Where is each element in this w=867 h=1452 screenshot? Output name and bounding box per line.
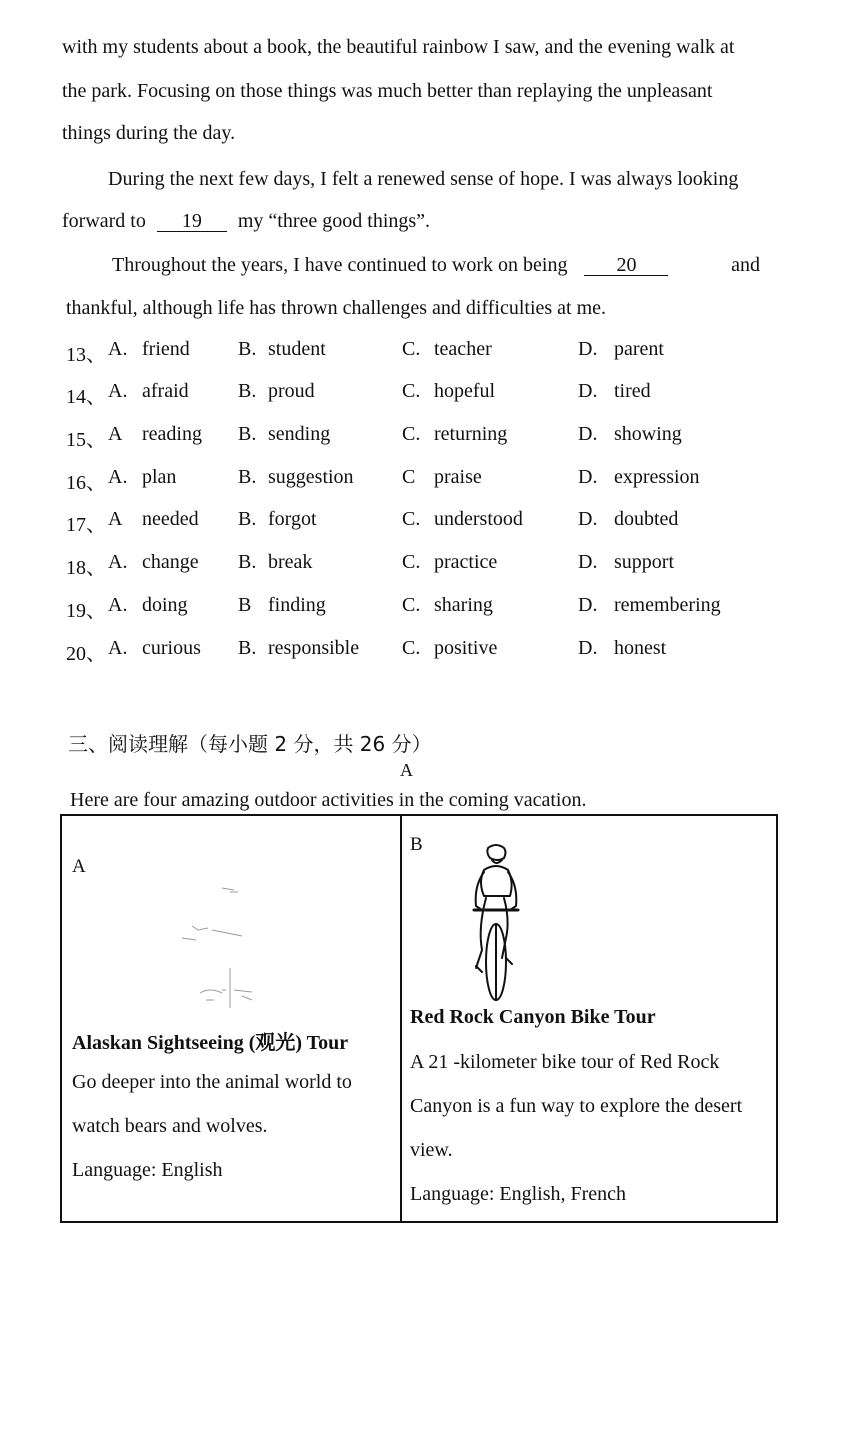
question-number: 15、 bbox=[66, 429, 106, 451]
option-letter: C. bbox=[402, 594, 421, 616]
option-letter: D. bbox=[578, 380, 598, 402]
option-letter: C. bbox=[402, 380, 421, 402]
card-a-label: A bbox=[72, 856, 86, 877]
option-text: friend bbox=[142, 338, 190, 360]
card-b-label: B bbox=[410, 834, 423, 855]
option-letter: D. bbox=[578, 423, 598, 445]
option-text: responsible bbox=[268, 637, 360, 659]
option-letter: A. bbox=[108, 466, 128, 488]
option-letter: D. bbox=[578, 338, 598, 360]
option-text: sending bbox=[268, 423, 331, 445]
option-letter: B. bbox=[238, 423, 257, 445]
option-text: honest bbox=[614, 637, 667, 659]
section-intro: Here are four amazing outdoor activities in the coming vacation. bbox=[70, 789, 587, 811]
option-text: praise bbox=[434, 466, 482, 488]
card-b-title: Red Rock Canyon Bike Tour bbox=[410, 1006, 656, 1028]
option-letter: A. bbox=[108, 338, 128, 360]
question-number: 13、 bbox=[66, 344, 106, 366]
option-letter: C. bbox=[402, 338, 421, 360]
faded-photo-image bbox=[122, 878, 272, 1008]
blank-20: 20 bbox=[584, 255, 668, 276]
option-letter: C. bbox=[402, 637, 421, 659]
option-text: plan bbox=[142, 466, 177, 488]
option-letter: B. bbox=[238, 380, 257, 402]
option-letter: A. bbox=[108, 637, 128, 659]
passage-line: thankful, although life has thrown challenges and difficulties at me. bbox=[66, 297, 607, 319]
option-letter: B bbox=[238, 594, 252, 616]
question-number: 18、 bbox=[66, 557, 106, 579]
card-a-description bbox=[72, 1060, 392, 1192]
option-text: expression bbox=[614, 466, 700, 488]
card-a-title: Alaskan Sightseeing (观光) Tour bbox=[72, 1032, 349, 1054]
option-text: showing bbox=[614, 423, 682, 445]
option-letter: A bbox=[108, 423, 123, 445]
card-a-language: Language: English bbox=[72, 1159, 223, 1181]
option-text: support bbox=[614, 551, 674, 573]
option-letter: B. bbox=[238, 466, 257, 488]
option-letter: C. bbox=[402, 508, 421, 530]
option-letter: D. bbox=[578, 637, 598, 659]
card-b-text-line: view. bbox=[410, 1139, 453, 1161]
option-letter: D. bbox=[578, 551, 598, 573]
card-a-text-line: watch bears and wolves. bbox=[72, 1115, 268, 1137]
option-letter: B. bbox=[238, 551, 257, 573]
passage-text: and bbox=[731, 254, 760, 276]
option-letter: B. bbox=[238, 637, 257, 659]
option-text: hopeful bbox=[434, 380, 496, 402]
passage-line: things during the day. bbox=[62, 122, 236, 144]
passage-line: the park. Focusing on those things was much better than replaying the unpleasant bbox=[62, 80, 713, 102]
option-text: reading bbox=[142, 423, 202, 445]
option-text: remembering bbox=[614, 594, 721, 616]
option-letter: A. bbox=[108, 594, 128, 616]
option-text: change bbox=[142, 551, 199, 573]
question-number: 20、 bbox=[66, 643, 106, 665]
option-text: student bbox=[268, 338, 326, 360]
option-letter: B. bbox=[238, 508, 257, 530]
option-text: doubted bbox=[614, 508, 679, 530]
option-text: parent bbox=[614, 338, 664, 360]
option-text: sharing bbox=[434, 594, 493, 616]
passage-line: with my students about a book, the beautiful rainbow I saw, and the evening walk at bbox=[62, 36, 735, 58]
passage-line bbox=[112, 254, 760, 277]
option-letter: B. bbox=[238, 338, 257, 360]
option-text: afraid bbox=[142, 380, 189, 402]
option-text: returning bbox=[434, 423, 508, 445]
cyclist-icon bbox=[458, 840, 528, 1005]
section-title: 三、阅读理解（每小题 2 分，共 26 分） bbox=[68, 732, 432, 756]
option-text: positive bbox=[434, 637, 498, 659]
option-text: forgot bbox=[268, 508, 317, 530]
option-letter: C. bbox=[402, 423, 421, 445]
option-text: break bbox=[268, 551, 313, 573]
option-letter: C. bbox=[402, 551, 421, 573]
option-text: tired bbox=[614, 380, 651, 402]
question-number: 16、 bbox=[66, 472, 106, 494]
option-text: understood bbox=[434, 508, 523, 530]
table-divider bbox=[400, 816, 402, 1221]
option-text: doing bbox=[142, 594, 188, 616]
option-letter: A bbox=[108, 508, 123, 530]
option-text: needed bbox=[142, 508, 199, 530]
option-letter: C bbox=[402, 466, 416, 488]
card-a-text-line: Go deeper into the animal world to bbox=[72, 1071, 352, 1093]
card-b-description bbox=[410, 1040, 770, 1216]
blank-19: 19 bbox=[157, 211, 227, 232]
option-text: suggestion bbox=[268, 466, 354, 488]
option-letter: D. bbox=[578, 466, 598, 488]
option-text: curious bbox=[142, 637, 201, 659]
option-letter: A. bbox=[108, 551, 128, 573]
passage-line: During the next few days, I felt a renewed sense of hope. I was always looking bbox=[108, 168, 739, 190]
question-number: 19、 bbox=[66, 600, 106, 622]
passage-text: Throughout the years, I have continued to work on being bbox=[112, 254, 568, 276]
option-letter: D. bbox=[578, 508, 598, 530]
option-text: finding bbox=[268, 594, 326, 616]
option-letter: D. bbox=[578, 594, 598, 616]
part-label: A bbox=[400, 760, 413, 780]
passage-line bbox=[62, 210, 430, 233]
option-text: proud bbox=[268, 380, 315, 402]
option-letter: A. bbox=[108, 380, 128, 402]
card-b-language: Language: English, French bbox=[410, 1183, 627, 1205]
passage-text: my “three good things”. bbox=[237, 210, 431, 232]
option-text: practice bbox=[434, 551, 498, 573]
activities-table bbox=[60, 814, 778, 1223]
passage-text: forward to bbox=[62, 210, 146, 232]
question-number: 17、 bbox=[66, 514, 106, 536]
question-number: 14、 bbox=[66, 386, 106, 408]
card-b-text-line: A 21 -kilometer bike tour of Red Rock bbox=[410, 1051, 720, 1073]
card-b-text-line: Canyon is a fun way to explore the desert bbox=[410, 1095, 743, 1117]
option-text: teacher bbox=[434, 338, 492, 360]
